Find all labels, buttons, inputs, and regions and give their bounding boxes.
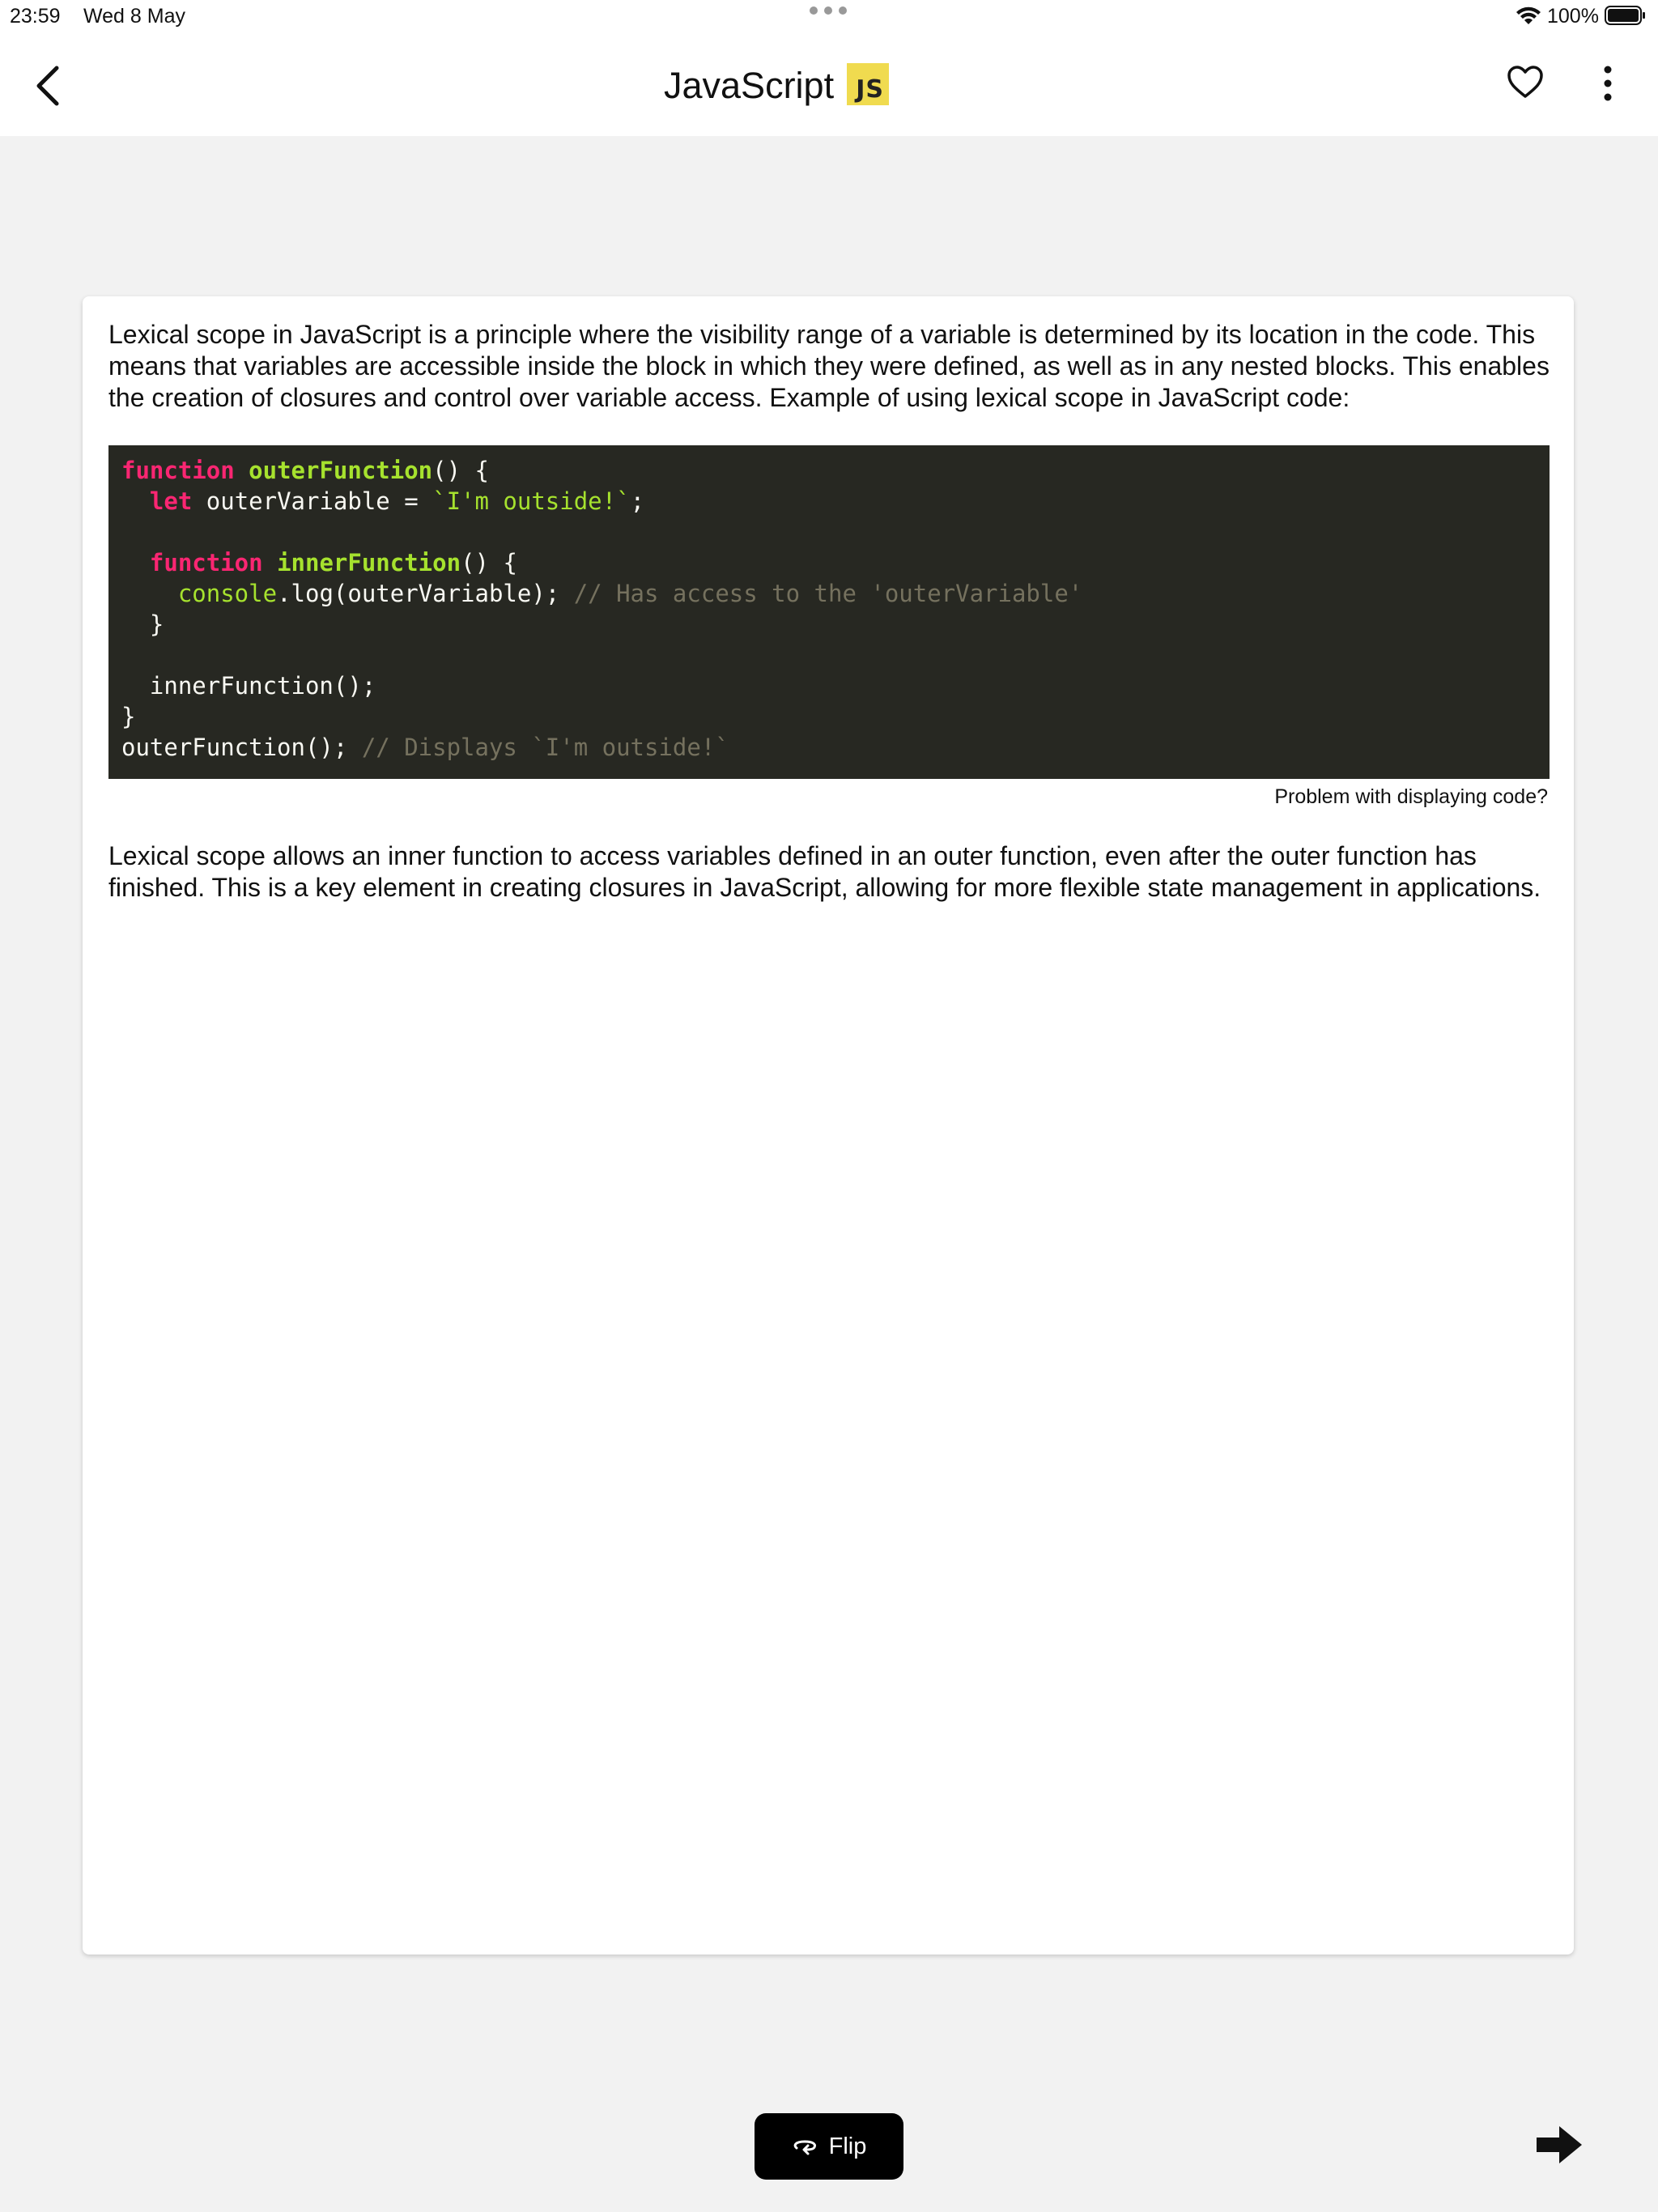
code-line <box>121 609 1537 640</box>
code-line <box>121 578 1537 609</box>
nav-bar <box>0 32 1658 136</box>
status-date: Wed 8 May <box>83 5 185 28</box>
code-comment: // Has access to the 'outerVariable' <box>573 580 1083 607</box>
heart-icon[interactable] <box>1506 63 1545 102</box>
code-string: `I'm outside!` <box>432 487 631 515</box>
code-keyword: function <box>121 457 235 484</box>
code-object: console <box>177 580 278 607</box>
flip-icon <box>792 2137 818 2156</box>
code-line <box>121 670 1537 701</box>
arrow-right-icon[interactable] <box>1535 2123 1584 2167</box>
more-vertical-icon[interactable] <box>1596 63 1619 104</box>
code-line <box>121 547 1537 578</box>
status-bar <box>0 0 1658 32</box>
explanation-paragraph: Lexical scope allows an inner function to access variables defined in an outer function, even after the outer function has finished. This is a key element in creating closures in JavaScript, allowing for more flexible state management in applications. <box>108 841 1541 902</box>
code-function-name: innerFunction <box>277 549 461 576</box>
code-line-blank <box>121 517 1537 547</box>
js-logo-badge: JS <box>847 63 889 105</box>
code-keyword: function <box>149 549 263 576</box>
code-comment: // Displays `I'm outside!` <box>361 734 729 761</box>
code-keyword: let <box>149 487 193 515</box>
battery-icon <box>1605 5 1647 26</box>
code-function-name: outerFunction <box>249 457 433 484</box>
code-text: outerVariable = <box>192 487 433 515</box>
code-text: ; <box>630 487 645 515</box>
report-code-problem-link[interactable]: Problem with displaying code? <box>1274 785 1548 808</box>
back-chevron-icon[interactable] <box>29 63 71 108</box>
battery-percent: 100% <box>1547 5 1599 28</box>
code-text: .log(outerVariable); <box>277 580 574 607</box>
flashcard <box>83 296 1574 1955</box>
status-time: 23:59 <box>10 5 61 28</box>
code-block <box>108 445 1550 779</box>
code-text: () { <box>461 549 517 576</box>
code-text: outerFunction(); <box>121 734 362 761</box>
flip-button[interactable] <box>755 2113 903 2180</box>
code-text: } <box>149 610 164 638</box>
more-dots-icon[interactable] <box>810 6 847 15</box>
code-text: () { <box>432 457 489 484</box>
code-line <box>121 732 1537 763</box>
flip-label: Flip <box>828 2133 867 2159</box>
code-text: innerFunction(); <box>149 672 376 700</box>
code-line <box>121 455 1537 486</box>
intro-paragraph: Lexical scope in JavaScript is a principle where the visibility range of a variable is determined by its location in the code. This means that variables are accessible inside the block in which they were defined, as well as in any nested blocks. This enables the creation of closures and control over variable access. Example of using lexical scope in JavaScript code: <box>108 320 1550 412</box>
code-line <box>121 701 1537 732</box>
code-line-blank <box>121 640 1537 670</box>
code-line <box>121 486 1537 517</box>
page-title: JavaScript <box>664 65 835 106</box>
code-text: } <box>121 703 136 730</box>
wifi-icon <box>1516 5 1541 26</box>
